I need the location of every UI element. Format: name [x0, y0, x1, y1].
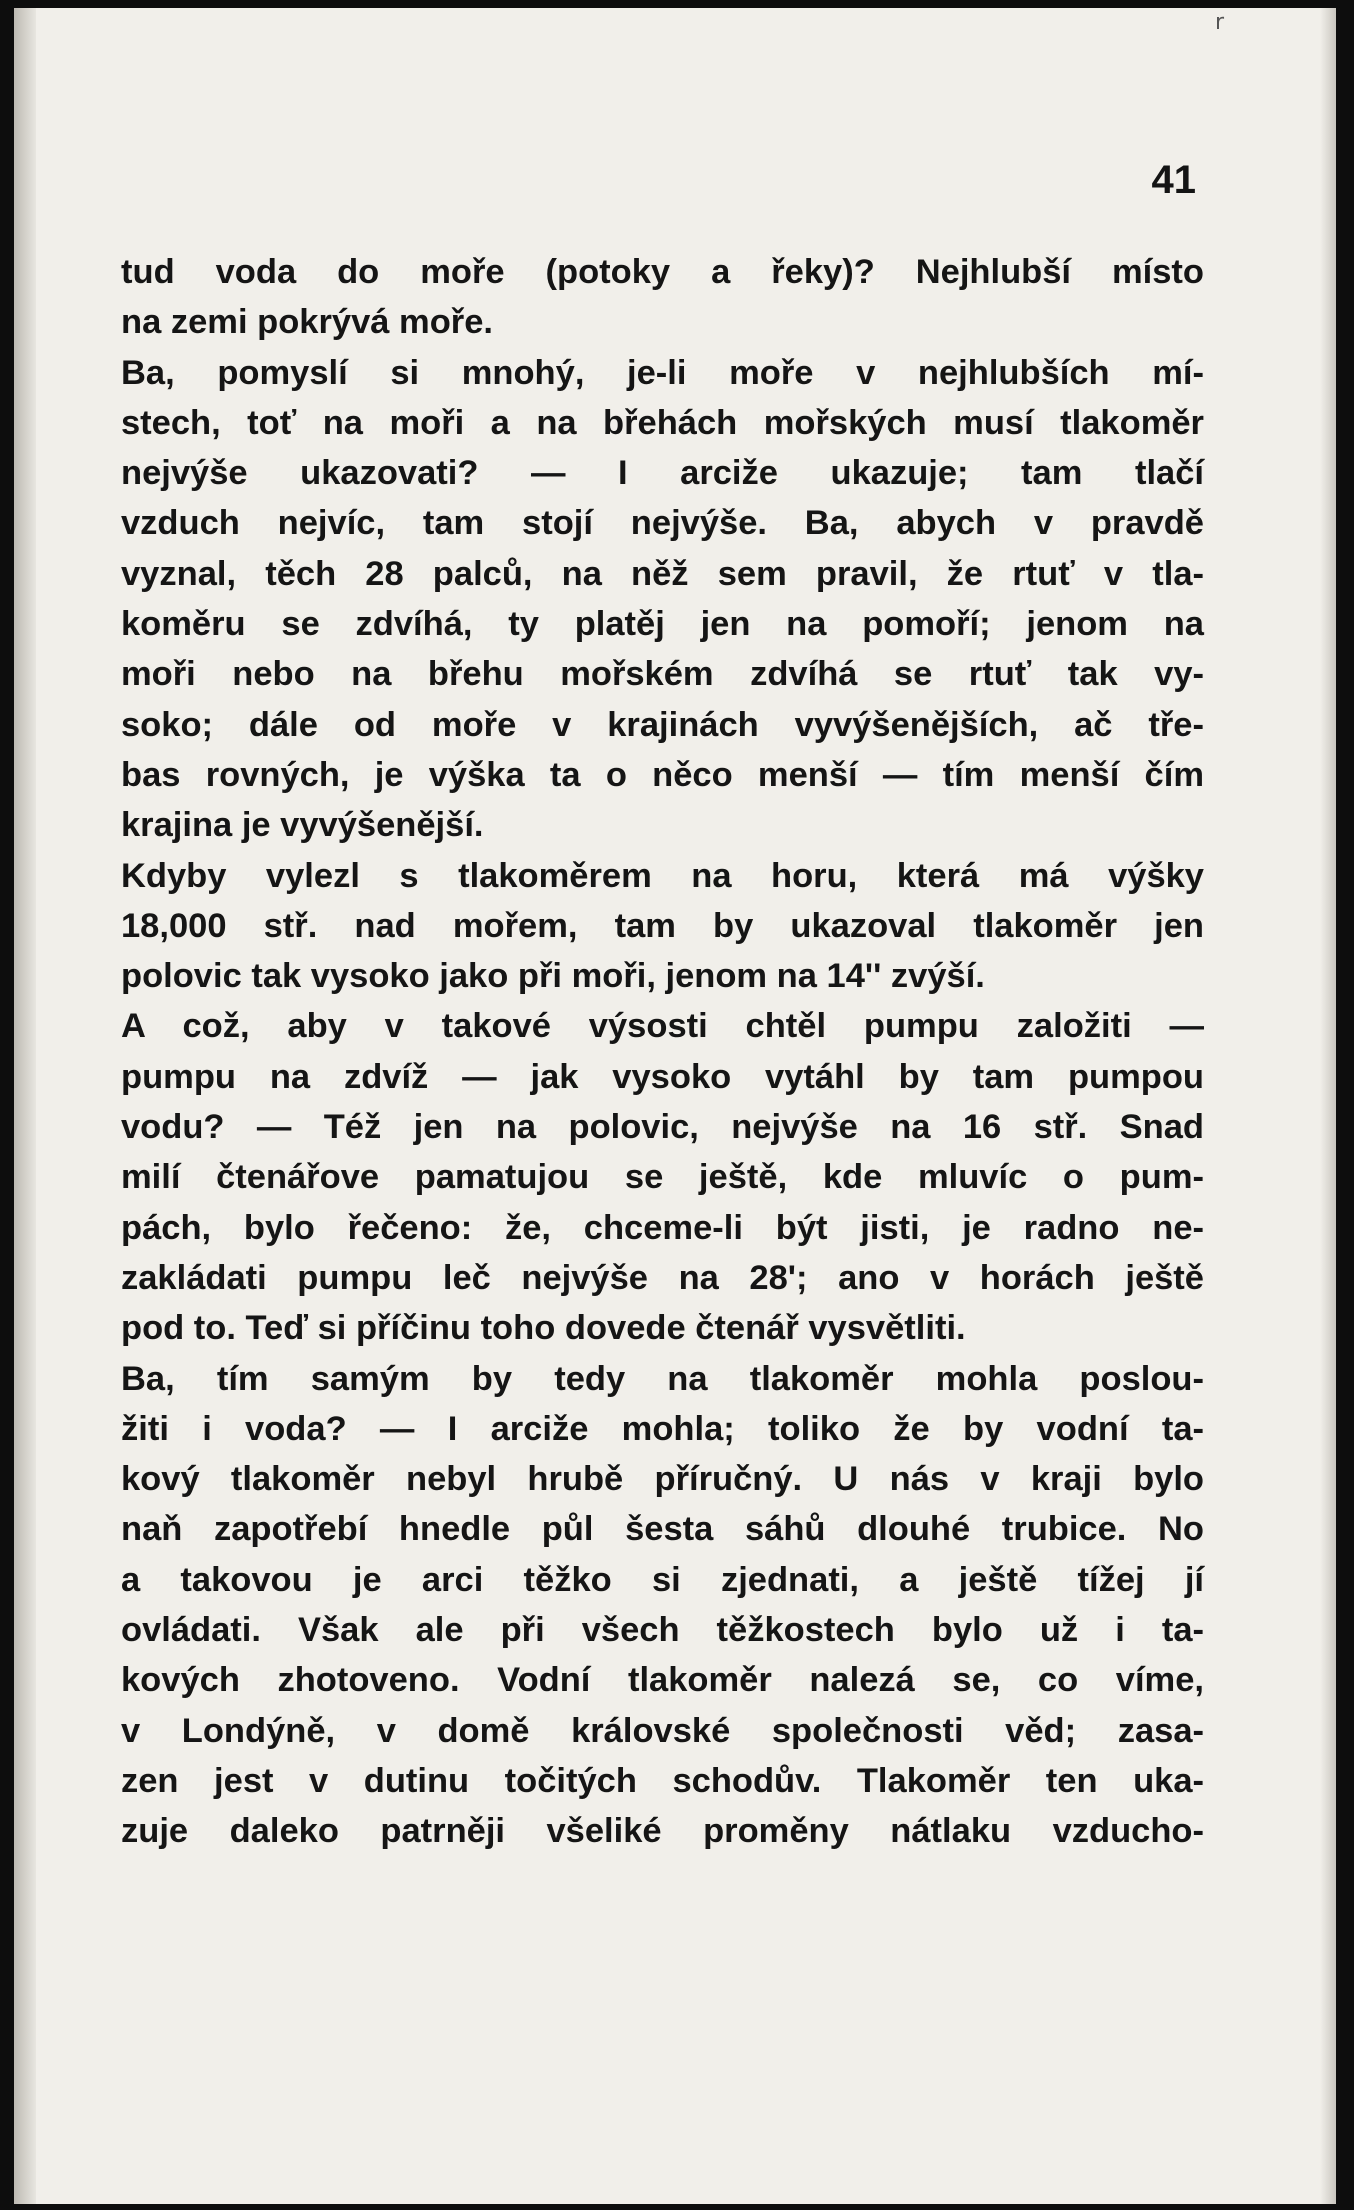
text-line: vzduch nejvíc, tam stojí nejvýše. Ba, abych v pravdě	[121, 504, 1204, 543]
text-line: ovládati. Však ale při všech těžkostech bylo už i ta-	[121, 1611, 1204, 1650]
text-line: pách, bylo řečeno: že, chceme-li být jisti, je radno ne-	[121, 1208, 1204, 1247]
page-header	[1152, 156, 1197, 204]
text-line: 18,000 stř. nad mořem, tam by ukazoval tlakoměr jen	[121, 906, 1204, 945]
book-page	[14, 8, 1336, 2204]
text-line: krajina je vyvýšenější.	[121, 806, 484, 845]
text-line: žiti i voda? — I arciže mohla; toliko že by vodní ta-	[121, 1409, 1204, 1448]
text-line: zen jest v dutinu točitých schodův. Tlakoměr ten uka-	[121, 1761, 1204, 1800]
text-line: zuje daleko patrněji všeliké proměny nátlaku vzducho-	[121, 1812, 1204, 1851]
text-line: Ba, tím samým by tedy na tlakoměr mohla poslou-	[121, 1359, 1204, 1398]
page-edge-shadow	[1320, 8, 1336, 2204]
text-line: vodu? — Též jen na polovic, nejvýše na 16 stř. Snad	[121, 1108, 1204, 1147]
text-line: milí čtenářove pamatujou se ještě, kde mluvíc o pum-	[121, 1158, 1204, 1197]
text-line: na zemi pokrývá moře.	[121, 303, 493, 342]
text-line: polovic tak vysoko jako při moři, jenom na 14'' zvýší.	[121, 957, 985, 996]
text-line: kových zhotoveno. Vodní tlakoměr nalezá se, co víme,	[121, 1661, 1204, 1700]
text-line: soko; dále od moře v krajinách vyvýšenějších, ač tře-	[121, 705, 1204, 744]
text-line: Ba, pomyslí si mnohý, je-li moře v nejhlubších mí-	[121, 353, 1204, 392]
text-line: moři nebo na břehu mořském zdvíhá se rtuť tak vy-	[121, 655, 1204, 694]
corner-mark: r	[1214, 10, 1224, 35]
body-text	[121, 247, 1204, 1857]
text-line: koměru se zdvíhá, ty platěj jen na pomoří; jenom na	[121, 605, 1204, 644]
text-line: a takovou je arci těžko si zjednati, a ještě tížej jí	[121, 1560, 1204, 1599]
text-line: stech, toť na moři a na břehách mořských musí tlakoměr	[121, 403, 1204, 442]
text-line: bas rovných, je výška ta o něco menší — tím menší čím	[121, 755, 1204, 794]
text-line: kový tlakoměr nebyl hrubě příručný. U nás v kraji bylo	[121, 1460, 1204, 1499]
text-line: tud voda do moře (potoky a řeky)? Nejhlubší místo	[121, 253, 1204, 291]
text-line: vyznal, těch 28 palců, na něž sem pravil, že rtuť v tla-	[121, 554, 1204, 593]
text-line: zakládati pumpu leč nejvýše na 28'; ano v horách ještě	[121, 1258, 1204, 1297]
text-line: nejvýše ukazovati? — I arciže ukazuje; tam tlačí	[121, 454, 1204, 493]
text-line: A což, aby v takové výsosti chtěl pumpu založiti —	[121, 1007, 1204, 1046]
page-number: 41	[1151, 158, 1196, 202]
text-line: pumpu na zdvíž — jak vysoko vytáhl by tam pumpou	[121, 1057, 1204, 1096]
page-spine-shadow	[14, 8, 36, 2204]
text-line: naň zapotřebí hnedle půl šesta sáhů dlouhé trubice. No	[121, 1510, 1204, 1549]
text-line: Kdyby vylezl s tlakoměrem na horu, která má výšky	[121, 856, 1204, 895]
text-line: v Londýně, v domě královské společnosti věd; zasa-	[121, 1711, 1204, 1750]
text-line: pod to. Teď si příčinu toho dovede čtenář vysvětliti.	[121, 1309, 966, 1348]
